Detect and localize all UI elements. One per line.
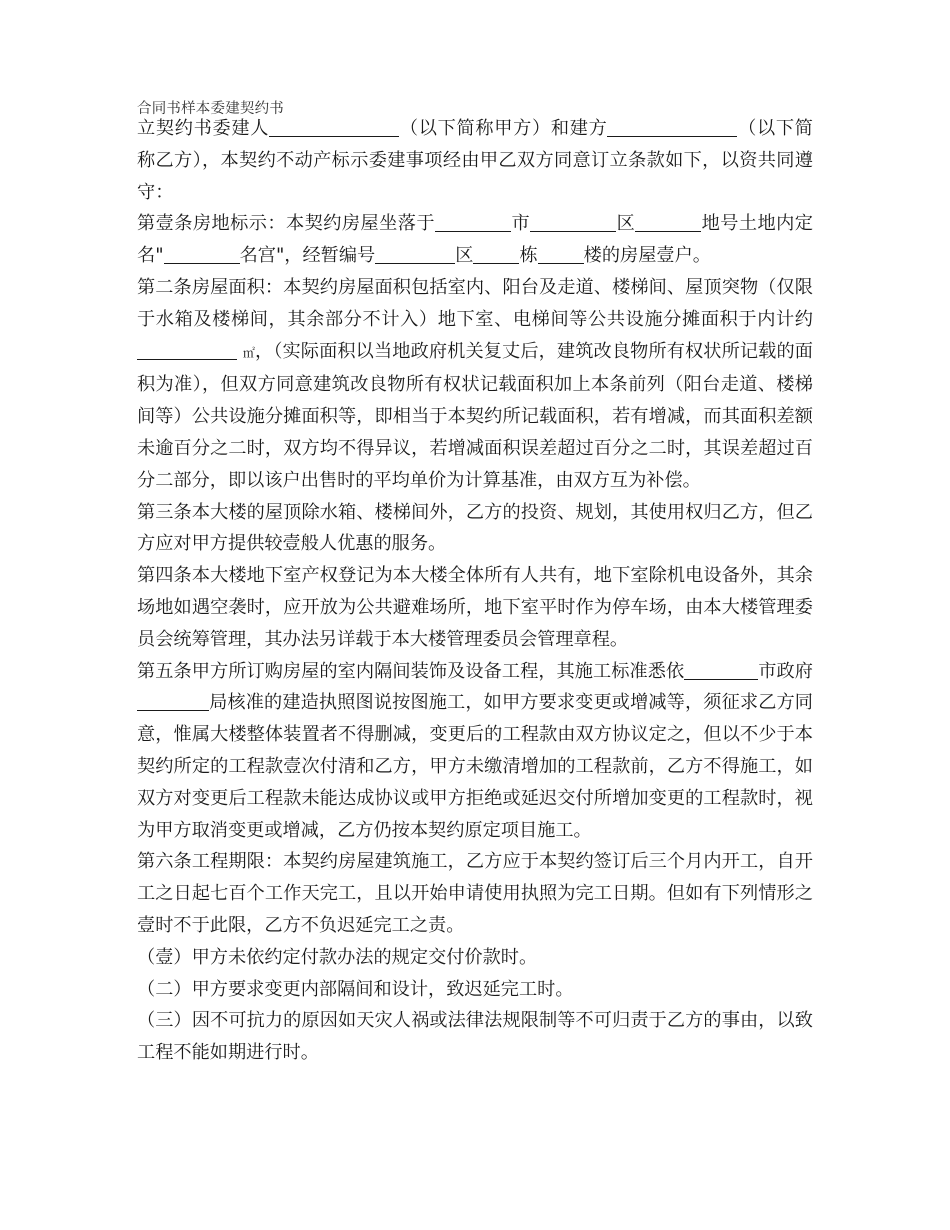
article-2-paragraph: [137, 272, 813, 497]
article-1-text-6: 区: [455, 245, 474, 267]
builder-name-blank[interactable]: [607, 114, 737, 137]
article-6-paragraph: 第六条工程期限：本契约房屋建筑施工，乙方应于本契约签订后三个月内开工，自开工之日起七百个工作天完工，且以开始申请使用执照为完工日期。但如有下列情形之壹时不于此限，乙方不负迟延完工之责。: [137, 851, 813, 936]
article-5-text-1: 第五条甲方所订购房屋的室内隔间装饰及设备工程，其施工标准悉依: [137, 660, 685, 682]
intro-text-1: 立契约书委建人: [137, 118, 270, 139]
article-1-text-7: 栋: [519, 245, 538, 267]
article-2-text-2: ，（实际面积以当地政府机关复丈后，建筑改良物所有权状所记载的面积为准），但双方同意建筑改良物所有权状记载面积加上本条前列（阳台走道、楼梯间等）公共设施分摊面积等，即相当于本契约所记载面积，若有增减，而其面积差额未逾百分之二时，双方均不得异议，若增减面积误差超过百分之二时，其误差超过百分二部分，即以该户出售时的平均单价为计算基准，由双方互为补偿。: [137, 340, 813, 491]
article-5-text-2: 市政府: [758, 660, 813, 682]
list-item: （三）因不可抗力的原因如天灾人祸或法律法规限制等不可归责于乙方的事由，以致工程不能如期进行时。: [137, 1010, 813, 1064]
article-1-text-2: 市: [511, 213, 531, 235]
article-1-text-5: 名宫"，经暂编号: [239, 245, 376, 267]
intro-text-2: （以下简称甲方）和建方: [399, 118, 608, 139]
article-1-text-3: 区: [616, 213, 636, 235]
article-1-text-8: 楼的房屋壹户。: [583, 245, 711, 267]
article-1-paragraph: [137, 208, 813, 272]
block-number-blank[interactable]: [473, 241, 519, 264]
floor-number-blank[interactable]: [538, 241, 584, 264]
article-4-paragraph: 第四条本大楼地下室产权登记为本大楼全体所有人共有，地下室除机电设备外，其余场地如遇空袭时，应开放为公共避难场所，地下室平时作为停车场，由本大楼管理委员会统筹管理，其办法另详载于本大楼管理委员会管理章程。: [137, 565, 813, 650]
area-blank[interactable]: [137, 337, 237, 360]
intro-text-3: （以下简称乙方），本契约不动产标示委建事项经由甲乙双方同意订立条款如下，以资共同遵守：: [137, 118, 813, 203]
article-2-text-1: 第二条房屋面积：本契约房屋面积包括室内、阳台及走道、楼梯间、屋顶突物（仅限于水箱及楼梯间，其余部分不计入）地下室、电梯间等公共设施分摊面积于内计约: [137, 276, 813, 330]
lot-number-blank[interactable]: [635, 209, 701, 232]
client-name-blank[interactable]: [269, 114, 399, 137]
article-3-paragraph: 第三条本大楼的屋顶除水箱、楼梯间外，乙方的投资、规划，其使用权归乙方，但乙方应对甲方提供较壹般人优惠的服务。: [137, 501, 813, 555]
article-5-paragraph: [137, 656, 813, 847]
city-government-blank[interactable]: [684, 657, 758, 680]
contract-body: [137, 113, 813, 1069]
district-blank[interactable]: [530, 209, 616, 232]
area-unit: ㎡: [242, 345, 255, 360]
zone-number-blank[interactable]: [375, 241, 455, 264]
article-5-text-3: 局核准的建造执照图说按图施工，如甲方要求变更或增减等，须征求乙方同意，惟属大楼整体装置者不得删减，变更后的工程款由双方协议定之，但以不少于本契约所定的工程款壹次付清和乙方，甲方未缴清增加的工程款前，乙方不得施工，如双方对变更后工程款未能达成协议或甲方拒绝或延迟交付所增加变更的工程款时，视为甲方取消变更或增减，乙方仍按本契约原定项目施工。: [137, 692, 813, 841]
intro-paragraph: [137, 113, 813, 208]
city-blank[interactable]: [435, 209, 511, 232]
article-1-text-4: 地号土地内定名": [137, 213, 813, 267]
header-title: 合同书样本委建契约书: [137, 101, 284, 117]
list-item: （二）甲方要求变更内部隔间和设计，致迟延完工时。: [137, 978, 574, 1000]
article-1-text-1: 第壹条房地标示：本契约房屋坐落于: [137, 213, 436, 235]
building-name-blank[interactable]: [164, 241, 240, 264]
bureau-blank[interactable]: [137, 688, 209, 711]
list-item: （壹）甲方未依约定付款办法的规定交付价款时。: [137, 946, 538, 968]
